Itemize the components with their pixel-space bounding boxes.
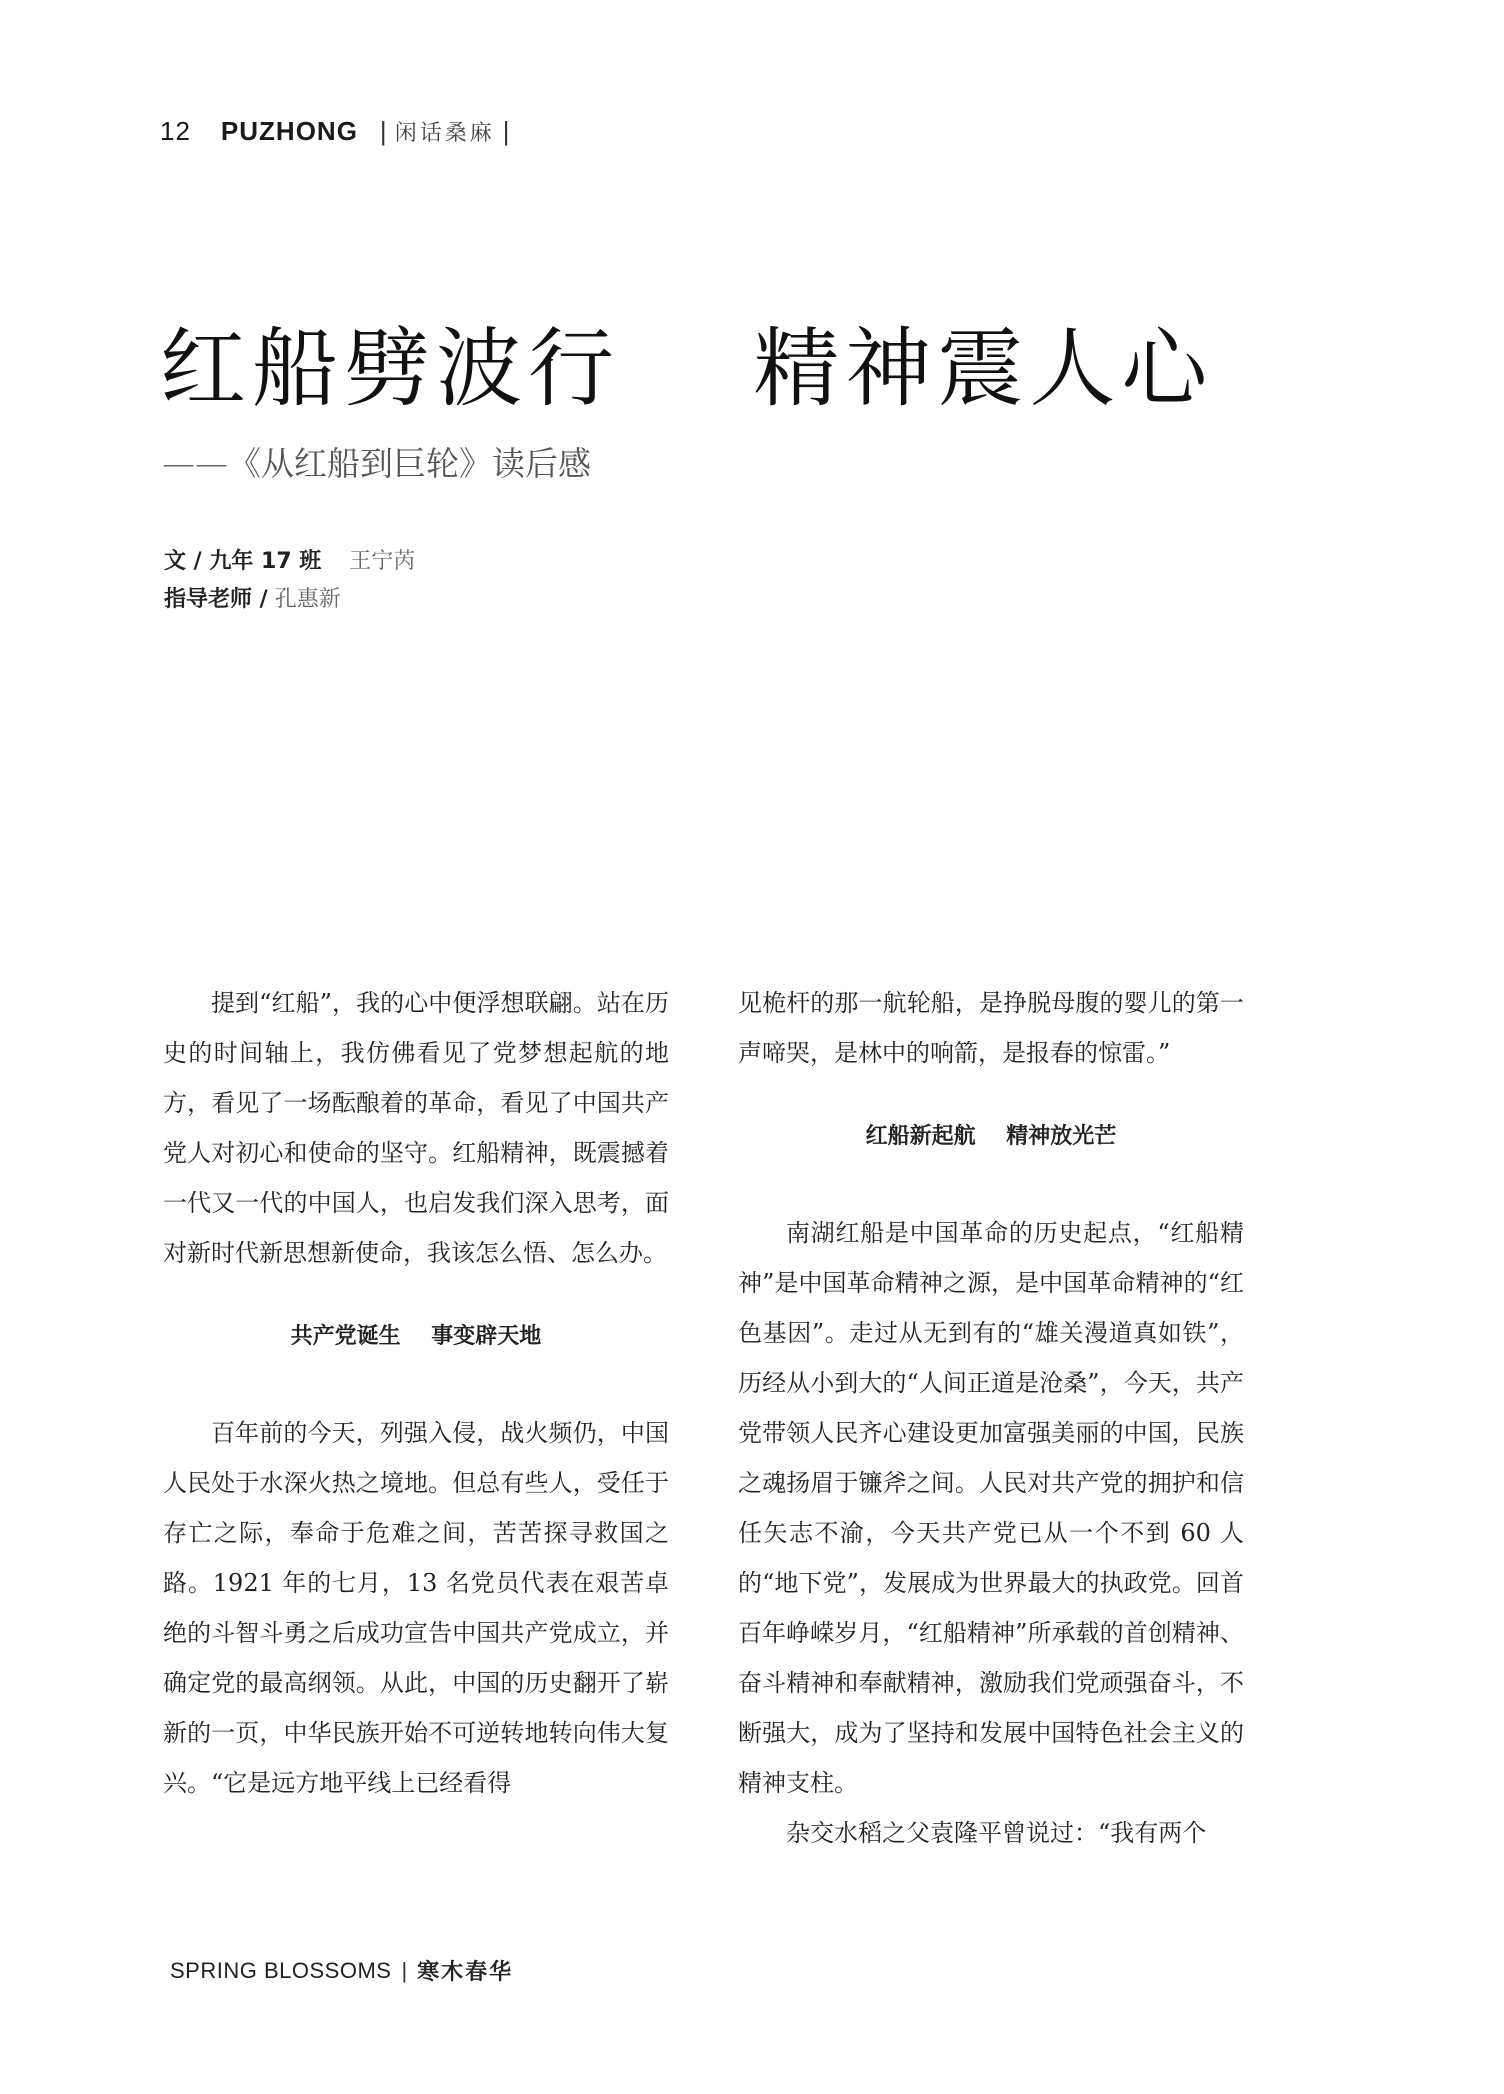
section-heading-1: 共产党诞生 事变辟天地 <box>290 1324 542 1349</box>
yuan-longping-paragraph: 杂交水稻之父袁隆平曾说过：“我有两个 <box>786 1819 1207 1847</box>
continued-paragraph: 见桅杆的那一航轮船，是挣脱母腹的婴儿的第一声啼哭，是林中的响箭，是报春的惊雷。” <box>738 989 1244 1067</box>
column-name: 寒木春华 <box>417 1959 514 1984</box>
right-column <box>738 978 1244 1858</box>
intro-paragraph: 提到“红船”，我的心中便浮想联翩。站在历史的时间轴上，我仿佛看见了党梦想起航的地方，看见了一场酝酿着的革命，看见了中国共产党人对初心和使命的坚守。红船精神，既震撼着一代又一代的中国人，也启发我们深入思考，面对新时代新思想新使命，我该怎么悟、怎么办。 <box>163 989 669 1267</box>
page-footer <box>170 1955 513 1986</box>
author-label: 文 / 九年 17 班 <box>164 549 322 574</box>
publication-name: PUZHONG <box>220 116 358 146</box>
article-title: 红船劈波行 精神震人心 <box>160 319 1214 419</box>
author-name: 王宁芮 <box>349 549 416 574</box>
teacher-label: 指导老师 / <box>164 587 268 612</box>
history-paragraph: 百年前的今天，列强入侵，战火频仍，中国人民处于水深火热之境地。但总有些人，受任于存亡之际，奉命于危难之间，苦苦探寻救国之路。1921 年的七月，13 名党员代表在艰苦卓绝的斗智斗勇之后成功宣告中国共产党成立，并确定党的最高纲领。从此，中国的历史翻开了崭新的一页，中华民族开始不可逆转地转向伟大复兴。“它是远方地平线上已经看得 <box>163 1419 669 1797</box>
header-separator-right: | <box>502 116 510 146</box>
footer-separator: | <box>401 1957 408 1983</box>
teacher-line <box>164 581 415 619</box>
magazine-name: SPRING BLOSSOMS <box>170 1957 392 1983</box>
red-boat-paragraph: 南湖红船是中国革命的历史起点，“红船精神”是中国革命精神之源，是中国革命精神的“红色基因”。走过从无到有的“雄关漫道真如铁”，历经从小到大的“人间正道是沧桑”，今天，共产党带领人民齐心建设更加富强美丽的中国，民族之魂扬眉于镰斧之间。人民对共产党的拥护和信任矢志不渝，今天共产党已从一个不到 60 人的“地下党”，发展成为世界最大的执政党。回首百年峥嵘岁月，“红船精神”所承载的首创精神、奋斗精神和奉献精神，激励我们党顽强奋斗，不断强大，成为了坚持和发展中国特色社会主义的精神支柱。 <box>738 1219 1244 1797</box>
header-separator-left: | <box>379 116 387 146</box>
article-subtitle: ——《从红船到巨轮》读后感 <box>162 444 591 483</box>
page-number: 12 <box>160 116 191 146</box>
page-header <box>160 116 517 147</box>
teacher-name: 孔惠新 <box>274 587 341 612</box>
byline <box>164 543 415 619</box>
section-heading-2: 红船新起航 精神放光芒 <box>865 1124 1117 1149</box>
author-line <box>164 543 415 581</box>
left-column <box>163 978 669 1808</box>
section-name: 闲话桑麻 <box>394 120 495 145</box>
